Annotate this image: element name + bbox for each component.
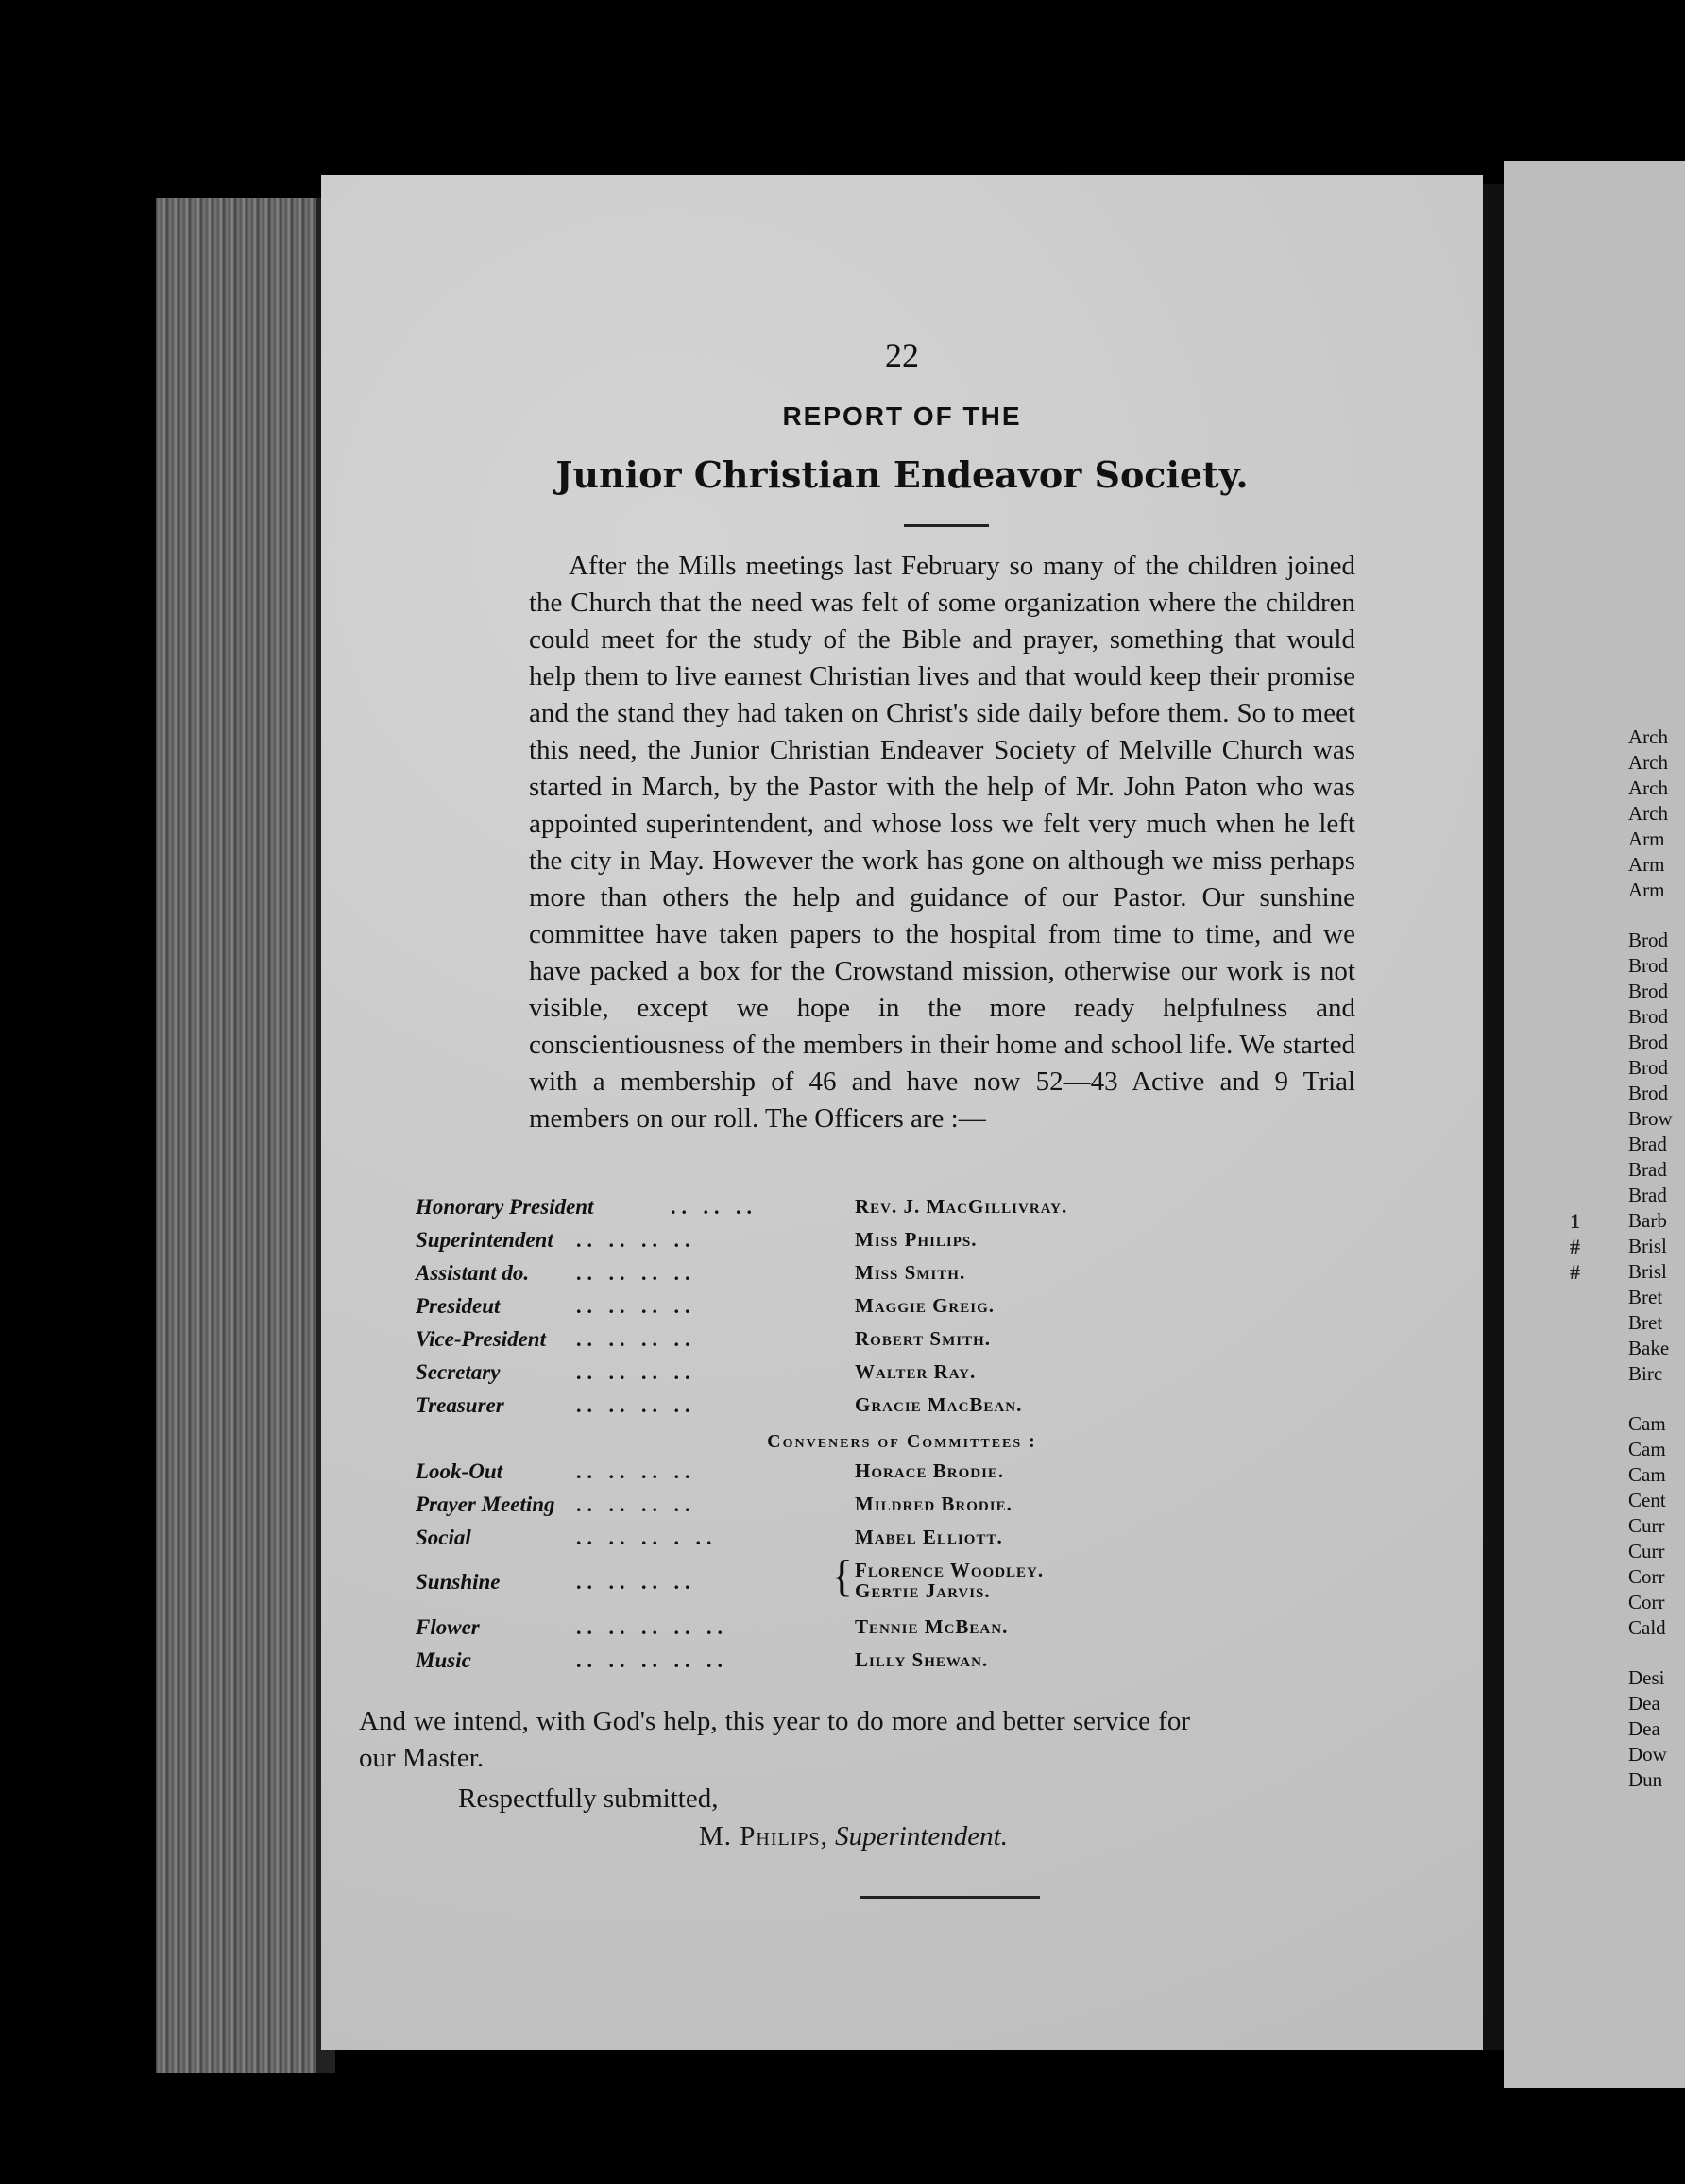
right-page-word: Bake — [1628, 1337, 1670, 1359]
right-page-word: Cald — [1628, 1616, 1666, 1639]
right-page-word: Arm — [1628, 853, 1665, 876]
right-page-word: Brod — [1628, 1031, 1668, 1053]
right-page-word: Bret — [1628, 1286, 1663, 1308]
right-page-word: Brod — [1628, 954, 1668, 977]
right-page-word: Arm — [1628, 879, 1665, 901]
right-page-word: Arch — [1628, 776, 1668, 799]
right-page-word: Brisl — [1628, 1235, 1667, 1257]
signature-name: M. Philips, — [699, 1821, 828, 1851]
officer-row — [416, 1360, 1360, 1393]
right-page-word: Cam — [1628, 1438, 1666, 1460]
officer-name: Rev. J. MacGillivray. — [855, 1195, 1068, 1218]
right-page-word: Brod — [1628, 1056, 1668, 1079]
closing-paragraph: And we intend, with God's help, this year to do more and better service for our Master. — [359, 1706, 1190, 1773]
officer-name: Robert Smith. — [855, 1327, 991, 1350]
convener-name: Florence Woodley. — [855, 1559, 1045, 1581]
committee-role: Prayer Meeting — [416, 1493, 555, 1516]
right-page-word: Arch — [1628, 802, 1668, 825]
right-page-word: Corr — [1628, 1591, 1665, 1613]
leader-dots: .. .. .. .. — [576, 1228, 696, 1252]
divider-rule-bottom — [860, 1896, 1040, 1899]
leader-dots: .. .. .. .. — [576, 1459, 696, 1483]
margin-mark: # — [1570, 1235, 1580, 1258]
officer-name: Walter Ray. — [855, 1360, 977, 1383]
committee-row — [416, 1493, 1360, 1526]
right-page-word: Brad — [1628, 1158, 1667, 1181]
committee-role: Sunshine — [416, 1570, 501, 1594]
right-page-word: Brad — [1628, 1184, 1667, 1206]
signature — [699, 1821, 1008, 1852]
officer-row — [416, 1261, 1360, 1294]
right-page-fragment — [1504, 161, 1685, 2088]
leader-dots: .. .. .. .. .. — [576, 1648, 728, 1672]
right-page-word: Dea — [1628, 1717, 1660, 1740]
committee-row — [416, 1459, 1360, 1493]
officer-role: Assistant do. — [416, 1261, 530, 1285]
officer-row — [416, 1195, 1360, 1228]
report-heading: REPORT OF THE — [782, 401, 1022, 431]
leader-dots: .. .. .. .. .. — [576, 1615, 728, 1639]
leader-dots: .. .. .. .. — [576, 1570, 696, 1594]
committee-row — [416, 1648, 1360, 1681]
officer-role: Presideut — [416, 1294, 501, 1318]
right-page-word: Brod — [1628, 1082, 1668, 1104]
book-page-edges — [156, 198, 335, 2073]
right-page-word: Curr — [1628, 1514, 1665, 1537]
right-page-word: Cam — [1628, 1463, 1666, 1486]
leader-dots: .. .. .. .. — [576, 1294, 696, 1318]
committee-role: Look-Out — [416, 1459, 502, 1483]
submitted-line: Respectfully submitted, — [458, 1783, 719, 1814]
committee-row — [416, 1551, 1360, 1615]
right-page-word: Brisl — [1628, 1260, 1667, 1283]
officer-role: Secretary — [416, 1360, 501, 1384]
committee-role: Music — [416, 1648, 471, 1672]
page-number: 22 — [885, 336, 919, 374]
right-page-word: Barb — [1628, 1209, 1667, 1232]
leader-dots: .. .. .. — [671, 1195, 757, 1219]
officers-list — [416, 1195, 1360, 1426]
officer-row — [416, 1294, 1360, 1327]
right-page-word: Cam — [1628, 1412, 1666, 1435]
right-page-word: Arch — [1628, 751, 1668, 774]
margin-mark: 1 — [1570, 1209, 1580, 1233]
committee-row — [416, 1615, 1360, 1648]
officer-name: Maggie Greig. — [855, 1294, 996, 1317]
right-page-word: Desi — [1628, 1666, 1665, 1689]
margin-mark: # — [1570, 1260, 1580, 1284]
convener-name: Horace Brodie. — [855, 1459, 1005, 1482]
right-page-word: Curr — [1628, 1540, 1665, 1562]
officer-row — [416, 1327, 1360, 1360]
right-page-word: Arch — [1628, 725, 1668, 748]
right-page-word: Bret — [1628, 1311, 1663, 1334]
leader-dots: .. .. .. .. — [576, 1360, 696, 1384]
leader-dots: .. .. .. .. — [576, 1493, 696, 1516]
body-paragraph: After the Mills meetings last February so many of the children joined the Church that the need was felt of some organization where the children could meet for the study of the Bible and prayer, something that would help them to live earnest Christian lives and that would keep their promise and the stand they had taken on Christ's side daily before them. So to meet this need, the Junior Christian Endeaver Society of Melville Church was started in March, by the Pastor with the help of Mr. John Paton who was appointed superintendent, and whose loss we felt very much when he left the city in May. However the work has gone on although we miss perhaps more than others the help and guidance of our Pastor. Our sunshine committee have taken papers to the hospital from time to time, and we have packed a box for the Crowstand mission, otherwise our work is not visible, except we hope in the more ready helpfulness and conscientiousness of the members in their home and school life. We started with a membership of 46 and have now 52—43 Active and 9 Trial members on our roll. The Officers are :— — [529, 551, 1355, 1134]
conveners-heading: Conveners of Committees : — [767, 1431, 1037, 1452]
officer-role: Treasurer — [416, 1393, 504, 1417]
right-page-word: Dea — [1628, 1692, 1660, 1715]
convener-name: Mabel Elliott. — [855, 1526, 1003, 1548]
officer-name: Miss Smith. — [855, 1261, 966, 1284]
officer-role: Superintendent — [416, 1228, 553, 1252]
left-page — [321, 175, 1483, 2050]
convener-name: Mildred Brodie. — [855, 1493, 1013, 1515]
leader-dots: .. .. .. .. — [576, 1327, 696, 1351]
officer-role: Honorary President — [416, 1195, 594, 1219]
committees-list — [416, 1459, 1360, 1681]
officer-name: Miss Philips. — [855, 1228, 978, 1251]
society-title: Junior Christian Endeavor Society. — [555, 453, 1249, 496]
right-page-word: Brod — [1628, 1005, 1668, 1028]
right-page-word: Birc — [1628, 1362, 1663, 1385]
leader-dots: .. .. .. .. — [576, 1393, 696, 1417]
officer-name: Gracie MacBean. — [855, 1393, 1023, 1416]
convener-name-second: Gertie Jarvis. — [855, 1579, 991, 1602]
leader-dots: .. .. .. .. — [576, 1261, 696, 1285]
right-page-word: Brad — [1628, 1133, 1667, 1155]
right-page-word: Cent — [1628, 1489, 1666, 1511]
committee-row — [416, 1526, 1360, 1559]
convener-name: Tennie McBean. — [855, 1615, 1009, 1638]
right-page-word: Corr — [1628, 1565, 1665, 1588]
officer-row — [416, 1228, 1360, 1261]
right-page-word: Dun — [1628, 1768, 1663, 1791]
convener-name: Lilly Shewan. — [855, 1648, 989, 1671]
officer-role: Vice-President — [416, 1327, 546, 1351]
leader-dots: .. .. .. . .. — [576, 1526, 718, 1549]
right-page-word: Dow — [1628, 1743, 1667, 1766]
right-page-word: Arm — [1628, 828, 1665, 850]
committee-role: Social — [416, 1526, 471, 1549]
officer-row — [416, 1393, 1360, 1426]
right-page-word: Brod — [1628, 980, 1668, 1002]
divider-rule — [904, 524, 989, 527]
right-page-word: Brod — [1628, 929, 1668, 951]
book-gutter — [1483, 184, 1504, 2050]
signature-title: Superintendent. — [835, 1821, 1008, 1851]
brace-glyph: { — [831, 1551, 854, 1601]
committee-role: Flower — [416, 1615, 480, 1639]
right-page-word: Brow — [1628, 1107, 1673, 1130]
